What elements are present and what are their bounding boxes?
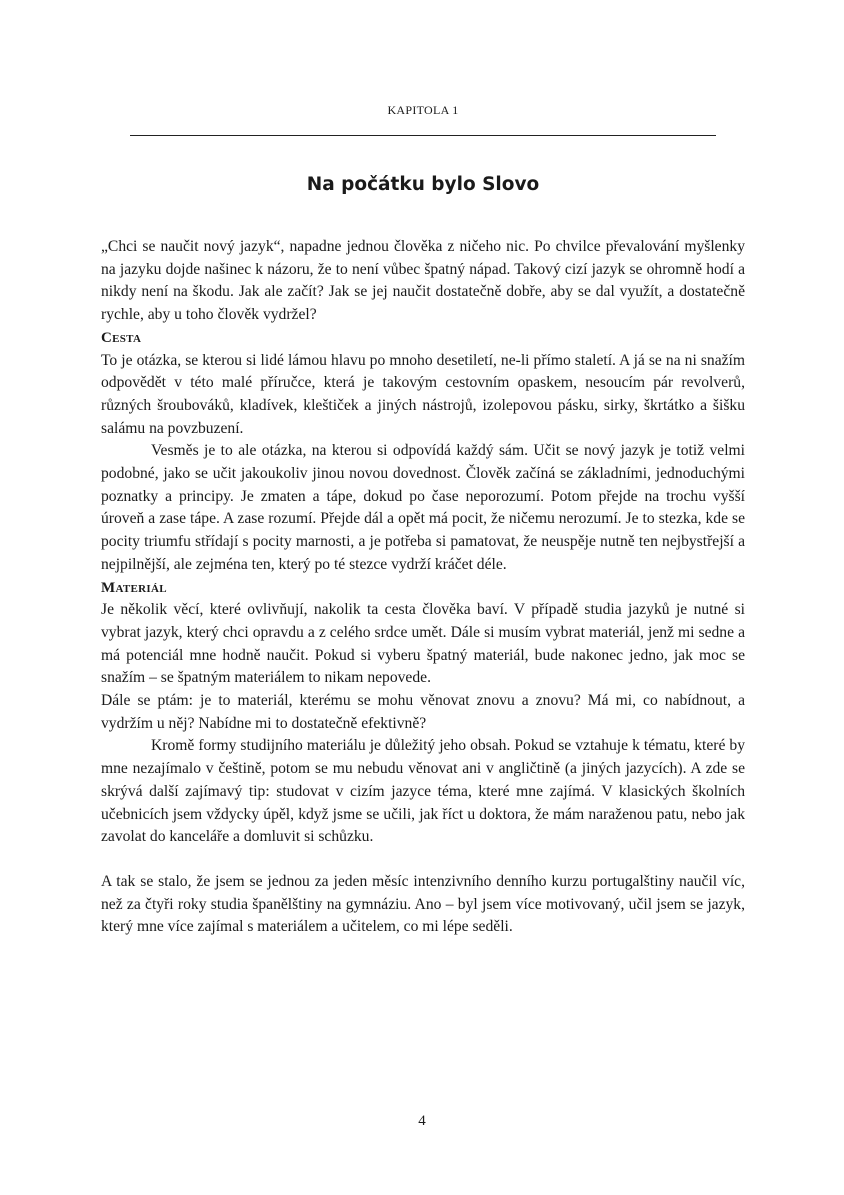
paragraph-cesta-2: Vesměs je to ale otázka, na kterou si odpovídá každý sám. Učit se nový jazyk je totiž velmi podobné, jako se učit jakoukoliv jinou novou dovednost. Člověk začíná se základními, jednoduchými poznatky a principy. Je zmaten a tápe, dokud po čase neporozumí. Potom přejde na trochu vyšší úroveň a zase tápe. A zase rozumí. Přejde dál a opět má pocit, že ničemu nerozumí. Je to stezka, kde se pocity triumfu střídají s pocity marnosti, a je potřeba si pamatovat, že neuspěje nutně ten nejbystřejší a nejpilnější, ale zejména ten, který po té stezce vydrží kráčet déle.: [101, 442, 745, 573]
section-heading-cesta: Cesta: [101, 329, 142, 346]
header-divider: [130, 135, 716, 136]
paragraph-closing: A tak se stalo, že jsem se jednou za jeden měsíc intenzivního denního kurzu portugalštiny naučil víc, než za čtyři roky studia španělštiny na gymnáziu. Ano – byl jsem více motivovaný, učil jsem se jazyk, který mne více zajímal s materiálem a učitelem, co mi lépe seděli.: [101, 872, 745, 936]
body-text: [101, 236, 745, 939]
page-title: Na počátku bylo Slovo: [306, 174, 540, 195]
paragraph-material-2: Dále se ptám: je to materiál, kterému se mohu věnovat znovu a znovu? Má mi, co nabídnout, a vydržím u něj? Nabídne mi to dostatečně efektivně?: [101, 692, 745, 732]
paragraph-intro: „Chci se naučit nový jazyk“, napadne jednou člověka z ničeho nic. Po chvilce převalování myšlenky na jazyku dojde našinec k názoru, že to není vůbec špatný nápad. Takový cizí jazyk se ohromně hodí a nikdy není na škodu. Jak ale začít? Jak se jej naučit dostatečně dobře, aby se dal využít, a dostatečně rychle, aby u toho člověk vydržel?: [101, 238, 745, 324]
paragraph-cesta-1: To je otázka, se kterou si lidé lámou hlavu po mnoho desetiletí, ne-li přímo staletí. A já se na ni snažím odpovědět v této malé příručce, která je takovým cestovním opaskem, nesoucím pár revolverů, různých šroubováků, kladívek, kleštiček a jiných nástrojů, izolepovou pásku, sirky, škrtátko a šišku salámu na povzbuzení.: [101, 351, 745, 437]
chapter-header: KAPITOLA 1: [387, 103, 459, 117]
paragraph-material-3: Kromě formy studijního materiálu je důležitý jeho obsah. Pokud se vztahuje k tématu, které by mne nezajímalo v češtině, potom se mu nebudu věnovat ani v angličtině (a jiných jazycích). A zde se skrývá další zajímavý tip: studovat v cizím jazyce téma, které mne zajímá. V klasických školních učebnicích jsem vždycky úpěl, když jsme se učili, jak říct u doktora, že mám naraženou patu, nebo jak zavolat do kanceláře a domluvit si schůzku.: [101, 737, 745, 846]
paragraph-material-1: Je několik věcí, které ovlivňují, nakolik ta cesta člověka baví. V případě studia jazyků je nutné si vybrat jazyk, který chci opravdu a z celého srdce umět. Dále si musím vybrat materiál, jenž mi sedne a má potenciál mne hodně naučit. Pokud si vyberu špatný materiál, bude nakonec jedno, jak moc se snažím – se špatným materiálem to nikam nepovede.: [101, 601, 745, 687]
page-number: 4: [418, 1113, 426, 1129]
section-heading-material: Materiál: [101, 579, 167, 596]
